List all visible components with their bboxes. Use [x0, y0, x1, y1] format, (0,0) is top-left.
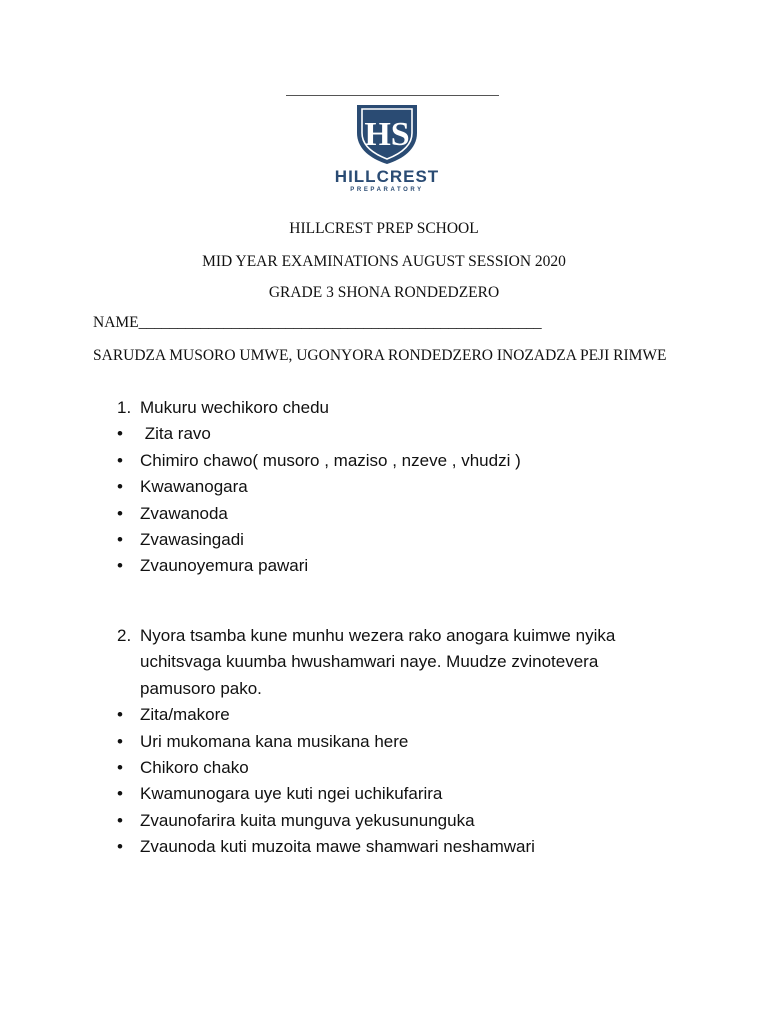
bullet-icon: • — [117, 731, 123, 751]
bullet-text: Zvawanoda — [140, 503, 228, 523]
question-text: Nyora tsamba kune munhu wezera rako anogara kuimwe nyika uchitsvaga kuumba hwushamwari naye. Muudze zvinotevera pamusoro pako. — [140, 626, 616, 698]
instructions: SARUDZA MUSORO UMWE, UGONYORA RONDEDZERO INOZADZA PEJI RIMWE — [93, 347, 667, 364]
bullet-icon: • — [117, 705, 123, 725]
bullet-text: Chimiro chawo( musoro , maziso , nzeve , vhudzi ) — [140, 450, 521, 470]
bullet-text: Kwamunogara uye kuti ngei uchikufarira — [140, 784, 443, 804]
bullet-text: Zvawasingadi — [140, 530, 244, 550]
bullet-text: Kwawanogara — [140, 477, 248, 497]
list-item — [117, 474, 521, 500]
list-item — [117, 755, 677, 781]
bullet-text: Zita ravo — [140, 424, 211, 444]
list-item — [117, 781, 677, 807]
bullet-icon: • — [117, 810, 123, 830]
list-item — [117, 808, 677, 834]
bullet-icon: • — [117, 758, 123, 778]
bullet-text: Chikoro chako — [140, 758, 249, 778]
bullet-icon: • — [117, 837, 123, 857]
crest-monogram: HS — [364, 116, 410, 153]
bullet-icon: • — [117, 450, 123, 470]
question-1-title — [117, 395, 521, 421]
question-2-title — [117, 623, 677, 702]
question-1 — [117, 395, 521, 580]
logo-wordmark: HILLCREST — [334, 167, 440, 186]
bullet-text: Zita/makore — [140, 705, 230, 725]
bullet-icon: • — [117, 530, 123, 550]
list-item — [117, 553, 521, 579]
bullet-icon: • — [117, 503, 123, 523]
bullet-text: Zvaunoyemura pawari — [140, 556, 309, 576]
list-item — [117, 501, 521, 527]
bullet-icon: • — [117, 556, 123, 576]
list-item — [117, 702, 677, 728]
school-logo — [333, 103, 441, 193]
question-2 — [117, 623, 677, 861]
list-item — [117, 834, 677, 860]
list-item — [117, 527, 521, 553]
school-name: HILLCREST PREP SCHOOL — [289, 220, 479, 237]
question-number: 2. — [117, 626, 132, 645]
grade-subject: GRADE 3 SHONA RONDEDZERO — [268, 284, 500, 301]
shield-crest-icon — [333, 103, 441, 165]
list-item — [117, 421, 521, 447]
exam-title: MID YEAR EXAMINATIONS AUGUST SESSION 2020 — [202, 253, 566, 270]
bullet-icon: • — [117, 477, 123, 497]
name-field[interactable]: NAME____________________________________________________ — [93, 314, 542, 331]
bullet-text: Zvaunoda kuti muzoita mawe shamwari neshamwari — [140, 837, 535, 857]
list-item — [117, 448, 521, 474]
question-text: Mukuru wechikoro chedu — [140, 398, 329, 417]
logo-subtitle: PREPARATORY — [350, 187, 424, 193]
list-item — [117, 729, 677, 755]
bullet-text: Zvaunofarira kuita munguva yekusununguka — [140, 810, 475, 830]
bullet-text: Uri mukomana kana musikana here — [140, 731, 409, 751]
question-number: 1. — [117, 398, 132, 417]
bullet-icon: • — [117, 784, 123, 804]
header-rule — [286, 95, 499, 96]
bullet-icon: • — [117, 424, 123, 444]
